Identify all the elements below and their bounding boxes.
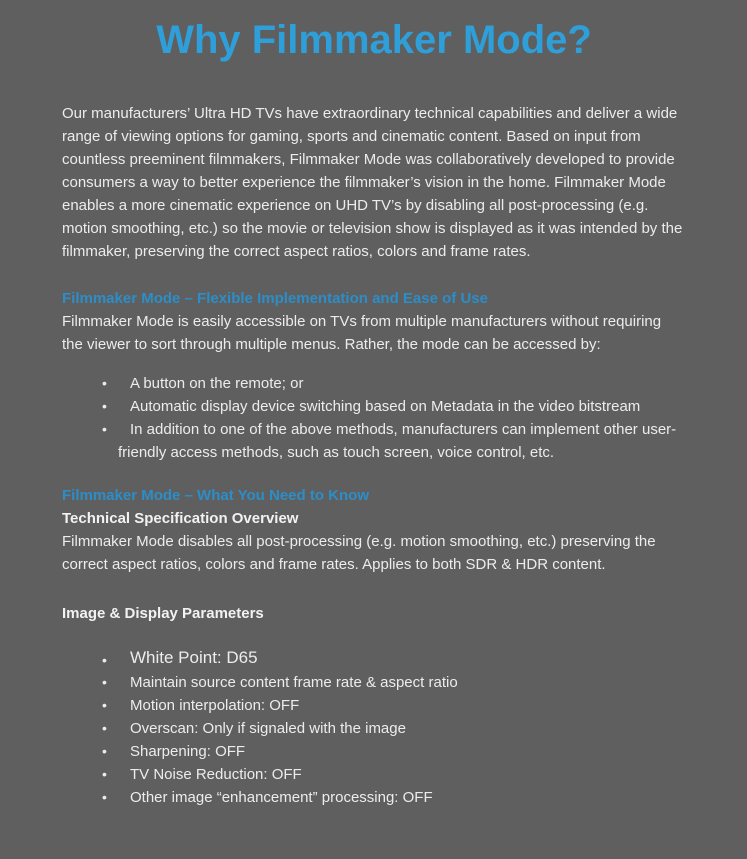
intro-paragraph: Our manufacturers’ Ultra HD TVs have extraordinary technical capabilities and deliver a wide range of viewing options for gaming, sports and cinematic content. Based on input from countless preeminent filmmakers, Filmmaker Mode was collaboratively developed to provide consumers a way to better experience the filmmaker’s vision in the home. Filmmaker Mode enables a more cinematic experience on UHD TV’s by disabling all post-processing (e.g. motion smoothing, etc.) so the movie or television show is displayed as it was intended by the filmmaker, preserving the correct aspect ratios, colors and frame rates. <box>62 105 683 260</box>
list-item: • White Point: D65 <box>62 645 686 671</box>
technical-spec-paragraph: Filmmaker Mode disables all post-processing (e.g. motion smoothing, etc.) preserving the correct aspect ratios, colors and frame rates. Applies to both SDR & HDR content. <box>62 533 656 573</box>
section-what-you-need-to-know <box>62 484 686 576</box>
section-image-display-parameters <box>62 602 686 809</box>
list-item: • Overscan: Only if signaled with the image <box>62 717 686 740</box>
list-item: • In addition to one of the above methods, manufacturers can implement other user-friendly access methods, such as touch screen, voice control, etc. <box>62 418 686 464</box>
list-item: • Sharpening: OFF <box>62 740 686 763</box>
document-page <box>0 16 747 859</box>
technical-spec-overview-subheading: Technical Specification Overview <box>62 510 299 527</box>
list-item: • Automatic display device switching based on Metadata in the video bitstream <box>62 395 686 418</box>
list-item: • TV Noise Reduction: OFF <box>62 763 686 786</box>
display-parameters-list <box>62 645 686 809</box>
section-heading-flexible-implementation: Filmmaker Mode – Flexible Implementation and Ease of Use <box>62 290 488 307</box>
page-title: Why Filmmaker Mode? <box>156 18 592 62</box>
flexible-implementation-paragraph: Filmmaker Mode is easily accessible on TVs from multiple manufacturers without requiring the viewer to sort through multiple menus. Rather, the mode can be accessed by: <box>62 313 662 353</box>
image-display-parameters-heading: Image & Display Parameters <box>62 605 264 622</box>
list-item: • Motion interpolation: OFF <box>62 694 686 717</box>
section-flexible-implementation <box>62 287 686 464</box>
list-item: • Other image “enhancement” processing: OFF <box>62 786 686 809</box>
access-methods-list <box>62 372 686 464</box>
list-item: • A button on the remote; or <box>62 372 686 395</box>
list-item: • Maintain source content frame rate & aspect ratio <box>62 671 686 694</box>
section-heading-what-you-need-to-know: Filmmaker Mode – What You Need to Know <box>62 487 369 504</box>
